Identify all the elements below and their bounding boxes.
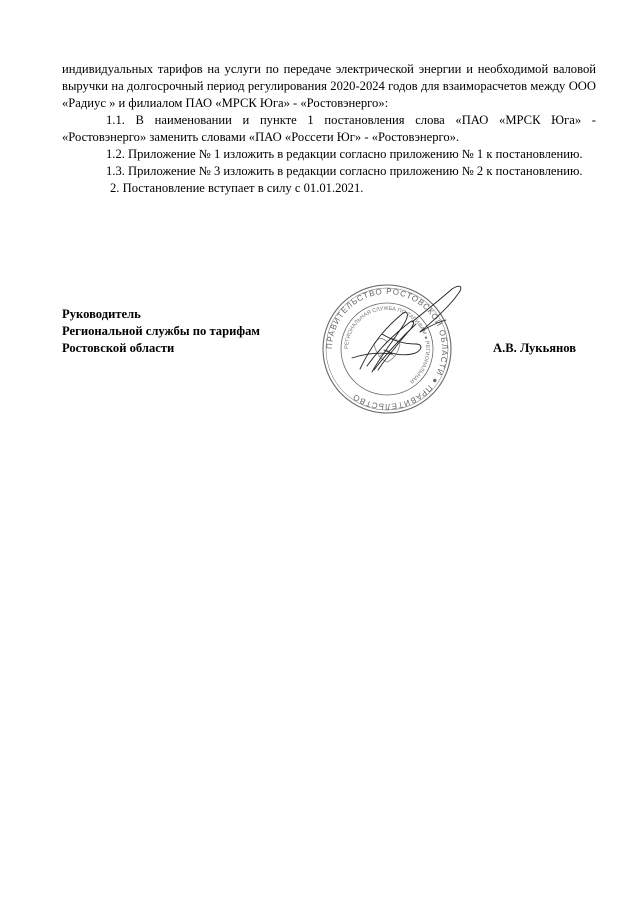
- signer-title-line-2: Региональной службы по тарифам: [62, 324, 260, 338]
- svg-text:ПРАВИТЕЛЬСТВО РОСТОВСКОЙ ОБЛАС: ПРАВИТЕЛЬСТВО РОСТОВСКОЙ ОБЛАСТИ ● ПРАВИТЕЛЬСТВО: [324, 286, 450, 412]
- signer-title-line-1: Руководитель: [62, 307, 141, 321]
- paragraph-item-2: 2. Постановление вступает в силу с 01.01.2021.: [110, 181, 364, 195]
- paragraph-item-1-1: 1.1. В наименовании и пункте 1 постановления слова «ПАО «МРСК Юга» - «Ростовэнерго» заменить словами «ПАО «Россети Юг» - «Ростовэнерго».: [62, 113, 596, 144]
- signer-title-line-3: Ростовской области: [62, 341, 175, 355]
- paragraph-intro: индивидуальных тарифов на услуги по передаче электрической энергии и необходимой валовой выручки на долгосрочный период регулирования 2020-2024 годов для взаиморасчетов между ООО «Радиус » и филиалом ПАО «МРСК Юга» - «Ростовэнерго»:: [62, 62, 596, 110]
- official-seal-with-signature: [312, 274, 487, 424]
- signer-title: [62, 306, 260, 357]
- paragraph-item-1-3: 1.3. Приложение № 3 изложить в редакции согласно приложению № 2 к постановлению.: [106, 164, 583, 178]
- signer-name: А.В. Лукьянов: [493, 341, 577, 355]
- svg-text:РЕГИОНАЛЬНАЯ СЛУЖБА ПО ТАРИФАМ: РЕГИОНАЛЬНАЯ СЛУЖБА ПО ТАРИФАМ ● РЕГИОНАЛЬНАЯ: [343, 305, 431, 385]
- paragraph-item-1-2: 1.2. Приложение № 1 изложить в редакции согласно приложению № 1 к постановлению.: [106, 147, 583, 161]
- document-body: [62, 61, 596, 197]
